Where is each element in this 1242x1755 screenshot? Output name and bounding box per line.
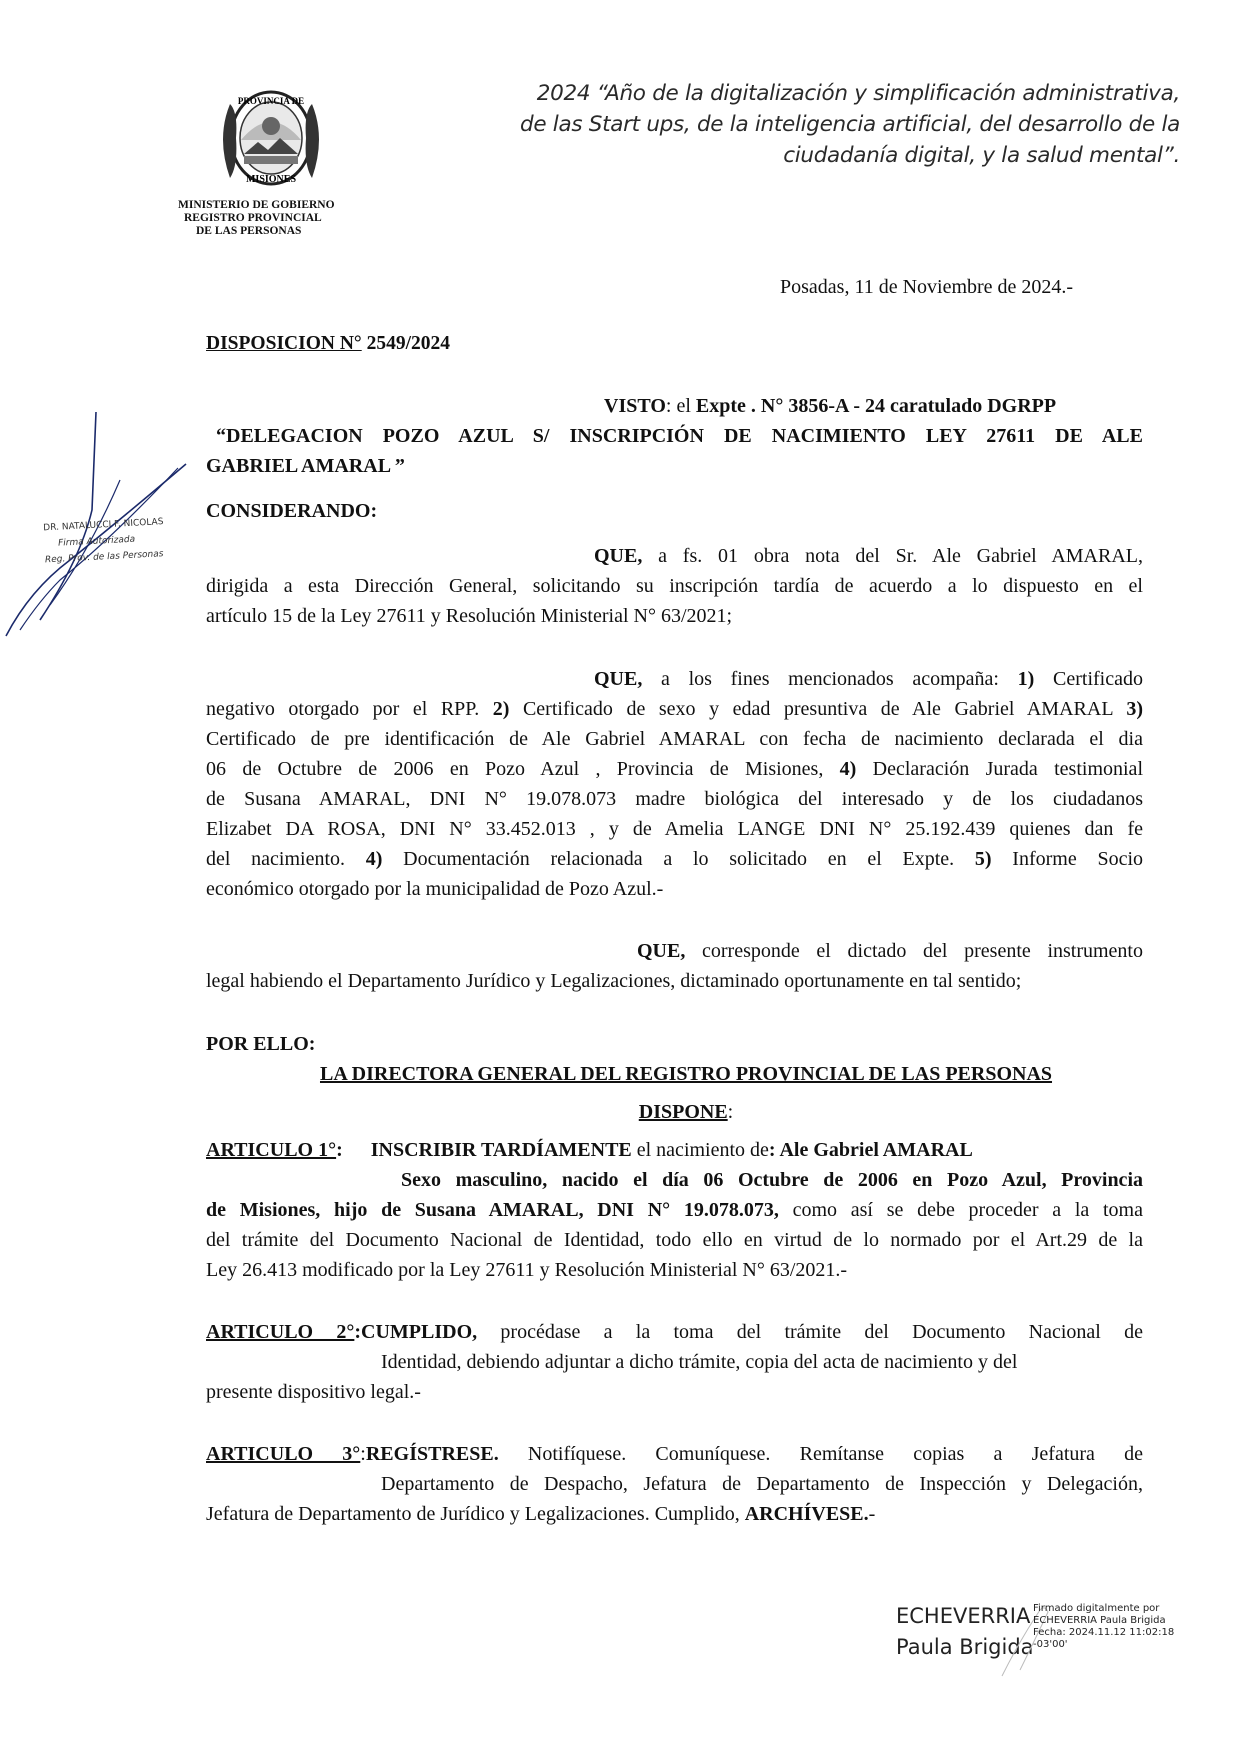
que-text: a fs. 01 obra nota del Sr. Ale Gabriel AMARAL, xyxy=(642,545,1143,567)
ministry-line: MINISTERIO DE GOBIERNO xyxy=(178,199,335,211)
disposicion-number: 2549/2024 xyxy=(366,333,451,354)
dispone-label: DISPONE xyxy=(638,1101,728,1123)
stamp-line: Firma Autorizada xyxy=(57,534,136,549)
art2-line-2: Identidad, debiendo adjuntar a dicho trámite, copia del acta de nacimiento y del xyxy=(381,1351,1018,1373)
art2-line-1 xyxy=(206,1317,1143,1347)
dispone-suffix: : xyxy=(727,1101,734,1123)
document-date: Posadas, 11 de Noviembre de 2024.- xyxy=(780,276,1074,298)
article-text: el nacimiento de xyxy=(631,1139,769,1161)
stamp-line: Reg. Prov. de las Personas xyxy=(44,549,164,566)
que2-line-6: Elizabet DA ROSA, DNI N° 33.452.013 , y de Amelia LANGE DNI N° 25.192.439 quienes dan fe xyxy=(206,818,1143,840)
article-label: ARTICULO 3° xyxy=(206,1443,361,1465)
item-number: 4) xyxy=(365,848,383,870)
que-text: Informe Socio xyxy=(991,848,1144,870)
que-text: Documentación relacionada a lo solicitado en el Expte. xyxy=(382,848,975,870)
visto-line-3: GABRIEL AMARAL ” xyxy=(206,455,405,477)
signature-meta-line: ECHEVERRIA Paula Brigida xyxy=(1033,1615,1166,1626)
que2-line-8: económico otorgado por la municipalidad de Pozo Azul.- xyxy=(206,878,664,900)
motto-line: 2024 “Año de la digitalización y simplificación administrativa, xyxy=(536,81,1180,106)
article-colon: : xyxy=(336,1139,343,1161)
article-label: ARTICULO 1° xyxy=(206,1139,337,1161)
article-colon: : xyxy=(360,1443,366,1465)
art1-line-5: Ley 26.413 modificado por la Ley 27611 y Resolución Ministerial N° 63/2021.- xyxy=(206,1259,848,1281)
art1-line-3 xyxy=(206,1195,1143,1225)
art1-line-4: del trámite del Documento Nacional de Identidad, todo ello en virtud de lo normado por el Art.29 de la xyxy=(206,1229,1143,1251)
por-ello-heading: POR ELLO: xyxy=(206,1033,316,1055)
motto-block xyxy=(490,78,1180,171)
item-number: 5) xyxy=(974,848,992,870)
que-text: del nacimiento. xyxy=(206,848,366,870)
item-number: 4) xyxy=(839,758,857,780)
disposicion-label: DISPOSICION N° xyxy=(206,333,362,354)
signature-meta-line: -03'00' xyxy=(1033,1639,1068,1650)
visto-line-1 xyxy=(206,391,1143,421)
que2-line-4 xyxy=(206,754,1143,784)
visto-line-2: “DELEGACION POZO AZUL S/ INSCRIPCIÓN DE NACIMIENTO LEY 27611 DE ALE xyxy=(216,425,1143,447)
signature-meta-line: Fecha: 2024.11.12 11:02:18 xyxy=(1033,1627,1175,1638)
que-label: QUE, xyxy=(594,545,643,567)
article-text: CUMPLIDO, xyxy=(361,1321,478,1343)
disposicion-title xyxy=(206,333,450,355)
motto-line: de las Start ups, de la inteligencia artificial, del desarrollo de la xyxy=(519,112,1180,137)
province-seal-icon xyxy=(208,84,334,192)
que-text: negativo otorgado por el RPP. xyxy=(206,698,493,720)
dispone-heading xyxy=(206,1097,1166,1127)
item-number: 1) xyxy=(1017,668,1035,690)
ministry-line: DE LAS PERSONAS xyxy=(196,225,302,237)
que-text: 06 de Octubre de 2006 en Pozo Azul , Provincia de Misiones, xyxy=(206,758,840,780)
handwritten-signature-stamp xyxy=(0,410,200,640)
que-text: Certificado xyxy=(1034,668,1143,690)
article-text: : Ale Gabriel AMARAL xyxy=(768,1139,973,1161)
article-text: como así se debe proceder a la toma xyxy=(778,1199,1143,1221)
stamp-line: DR. NATALUCCI F. NICOLAS xyxy=(43,517,164,534)
que-text: Declaración Jurada testimonial xyxy=(856,758,1143,780)
que2-line-3: Certificado de pre identificación de Ale Gabriel AMARAL con fecha de nacimiento declarada el dia xyxy=(206,728,1143,750)
art1-line-1 xyxy=(206,1135,1143,1165)
que2-line-1 xyxy=(594,664,1143,694)
visto-expte: Expte . N° 3856-A - 24 caratulado DGRPP xyxy=(695,395,1057,417)
article-text: REGÍSTRESE. xyxy=(365,1443,499,1465)
article-text: de Misiones, hijo de Susana AMARAL, DNI N° 19.078.073, xyxy=(206,1199,779,1221)
art3-line-3 xyxy=(206,1499,1143,1529)
que-text: corresponde el dictado del presente instrumento xyxy=(685,940,1143,962)
item-number: 2) xyxy=(492,698,510,720)
signer-surname: ECHEVERRIA xyxy=(896,1604,1031,1628)
art3-line-2: Departamento de Despacho, Jefatura de Departamento de Inspección y Delegación, xyxy=(381,1473,1143,1495)
seal-bottom-text: MISIONES xyxy=(245,174,297,185)
signer-given-name: Paula Brigida xyxy=(896,1635,1034,1659)
visto-text: : el xyxy=(665,395,696,417)
item-number: 3) xyxy=(1126,698,1143,720)
que3-line-1 xyxy=(637,936,1143,966)
motto-line: ciudadanía digital, y la salud mental”. xyxy=(783,143,1180,168)
que2-line-5: de Susana AMARAL, DNI N° 19.078.073 madre biológica del interesado y de los ciudadanos xyxy=(206,788,1143,810)
signature-meta-line: Firmado digitalmente por xyxy=(1033,1603,1160,1614)
article-text: procédase a la toma del trámite del Documento Nacional de xyxy=(477,1321,1143,1343)
article-text: ARCHÍVESE. xyxy=(744,1503,869,1525)
article-text: Jefatura de Departamento de Jurídico y Legalizaciones. Cumplido, xyxy=(206,1503,745,1525)
article-label: ARTICULO 2° xyxy=(206,1321,355,1343)
que1-line-1 xyxy=(594,541,1143,571)
seal-top-text: PROVINCIA DE xyxy=(237,96,305,106)
article-text: - xyxy=(868,1503,876,1525)
art1-line-2: Sexo masculino, nacido el día 06 Octubre de 2006 en Pozo Azul, Provincia xyxy=(401,1169,1143,1191)
article-text: INSCRIBIR TARDÍAMENTE xyxy=(370,1139,632,1161)
art2-line-3: presente dispositivo legal.- xyxy=(206,1381,421,1403)
considerando-heading: CONSIDERANDO: xyxy=(206,500,378,522)
article-colon: : xyxy=(354,1321,362,1343)
que-text: a los fines mencionados acompaña: xyxy=(642,668,1018,690)
que-label: QUE, xyxy=(594,668,643,690)
visto-label: VISTO xyxy=(604,395,666,417)
art3-line-1 xyxy=(206,1439,1143,1469)
que3-line-2: legal habiendo el Departamento Jurídico y Legalizaciones, dictaminado oportunamente en tal sentido; xyxy=(206,970,1022,992)
ministry-block xyxy=(178,199,335,238)
que2-line-7 xyxy=(206,844,1143,874)
que-text: Certificado de sexo y edad presuntiva de Ale Gabriel AMARAL xyxy=(509,698,1127,720)
digital-signature-meta xyxy=(1033,1603,1174,1651)
que2-line-2 xyxy=(206,694,1143,724)
directora-heading: LA DIRECTORA GENERAL DEL REGISTRO PROVINCIAL DE LAS PERSONAS xyxy=(319,1063,1053,1085)
que1-line-3: artículo 15 de la Ley 27611 y Resolución Ministerial N° 63/2021; xyxy=(206,605,733,627)
article-text: Notifíquese. Comuníquese. Remítanse copias a Jefatura de xyxy=(498,1443,1143,1465)
que-label: QUE, xyxy=(637,940,686,962)
que1-line-2: dirigida a esta Dirección General, solicitando su inscripción tardía de acuerdo a lo dispuesto en el xyxy=(206,575,1143,597)
ministry-line: REGISTRO PROVINCIAL xyxy=(184,212,322,224)
